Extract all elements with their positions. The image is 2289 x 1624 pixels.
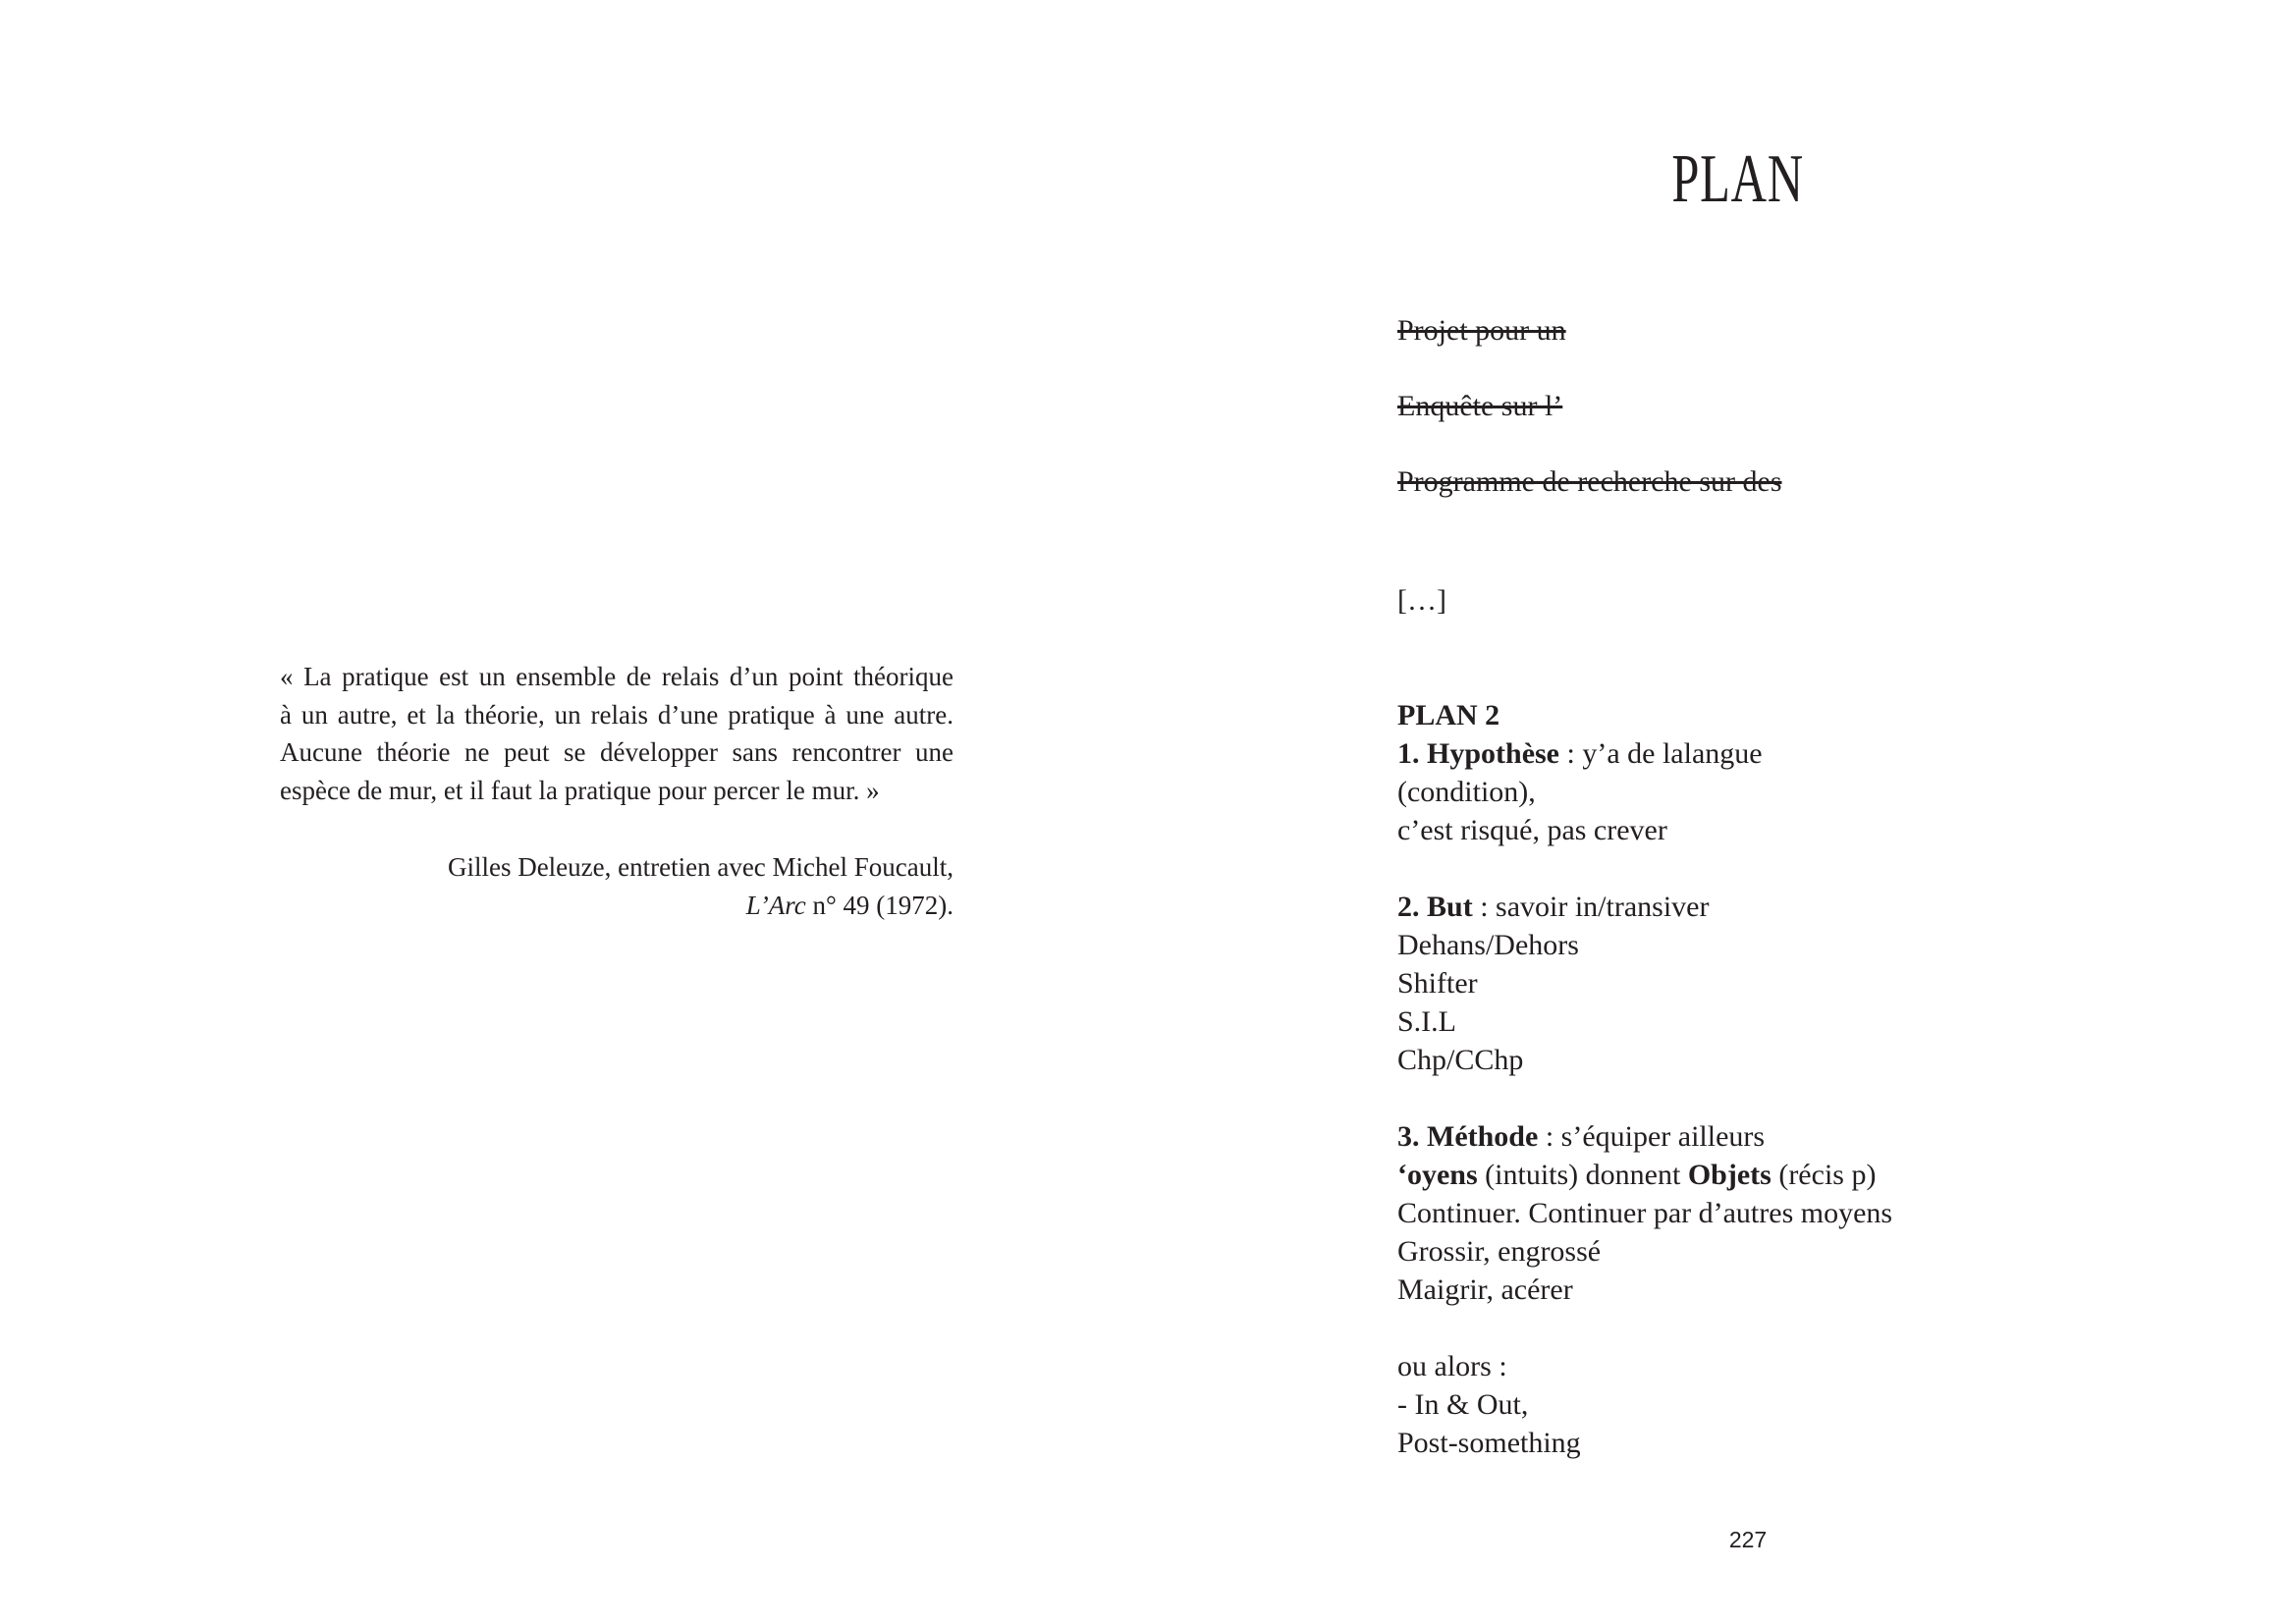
source-journal: L’Arc <box>745 890 806 920</box>
section3-detail: Maigrir, acérer <box>1397 1273 1573 1306</box>
quote-line: à un autre, et la théorie, un relais d’une pratique à une autre. <box>280 699 954 730</box>
struck-draft-line: Programme de recherche sur des <box>1397 465 1782 498</box>
section1-text: : y’a de lalangue <box>1559 737 1763 770</box>
source-issue: n° 49 (1972). <box>805 890 954 920</box>
blank-line <box>1397 1309 2085 1347</box>
alt-line: Post-something <box>1397 1427 1581 1459</box>
ellipsis: […] <box>1397 584 1446 617</box>
quote-line: espèce de mur, et il faut la pratique pour percer le mur. » <box>280 775 880 805</box>
epigraph-quote <box>280 658 954 809</box>
section2-label: 2. But <box>1397 891 1473 923</box>
section3-text: : s’équiper ailleurs <box>1538 1120 1766 1153</box>
moyens-mid: (intuits) donnent <box>1477 1159 1688 1191</box>
blank-line <box>1397 849 2085 888</box>
section2-detail: S.I.L <box>1397 1005 1456 1038</box>
quote-line: Aucune théorie ne peut se développer sans rencontrer une <box>280 737 954 767</box>
section2-detail: Chp/CChp <box>1397 1044 1524 1076</box>
quote-line: « La pratique est un ensemble de relais d’un point théorique <box>280 662 954 691</box>
blank-line <box>1397 1079 2085 1117</box>
source-author-line: Gilles Deleuze, entretien avec Michel Foucault, <box>447 852 954 882</box>
section3-moyens-line <box>1397 1156 2085 1194</box>
section2-detail: Dehans/Dehors <box>1397 929 1579 961</box>
section3-detail: Grossir, engrossé <box>1397 1235 1602 1268</box>
page-number: 227 <box>1728 1527 1768 1552</box>
section1-detail: c’est risqué, pas crever <box>1397 814 1667 846</box>
epigraph-source <box>280 848 954 924</box>
section2-line <box>1397 888 2085 926</box>
section1-detail: (condition), <box>1397 776 1536 808</box>
plan2-block <box>1397 696 2085 1462</box>
moyens-bold: ‘oyens <box>1397 1159 1478 1191</box>
struck-drafts <box>1397 312 1782 539</box>
struck-draft-line: Enquête sur l’ <box>1397 390 1563 422</box>
alt-line: - In & Out, <box>1397 1388 1529 1421</box>
epigraph <box>280 658 954 924</box>
objets-tail: (récis p) <box>1771 1159 1877 1191</box>
section2-detail: Shifter <box>1397 967 1478 1000</box>
alt-intro: ou alors : <box>1397 1350 1507 1382</box>
plan2-heading-text: PLAN 2 <box>1397 699 1500 731</box>
section3-detail: Continuer. Continuer par d’autres moyens <box>1397 1197 1893 1229</box>
section1-line <box>1397 734 2085 773</box>
objets-bold: Objets <box>1687 1159 1771 1191</box>
plan2-heading <box>1397 696 2085 734</box>
section3-line <box>1397 1117 2085 1156</box>
source-journal-line <box>280 887 954 925</box>
section1-label: 1. Hypothèse <box>1397 737 1559 770</box>
struck-draft-line: Projet pour un <box>1397 314 1566 347</box>
section3-label: 3. Méthode <box>1397 1120 1539 1153</box>
page-title: PLAN <box>1671 141 1804 217</box>
section2-text: : savoir in/transiver <box>1472 891 1710 923</box>
